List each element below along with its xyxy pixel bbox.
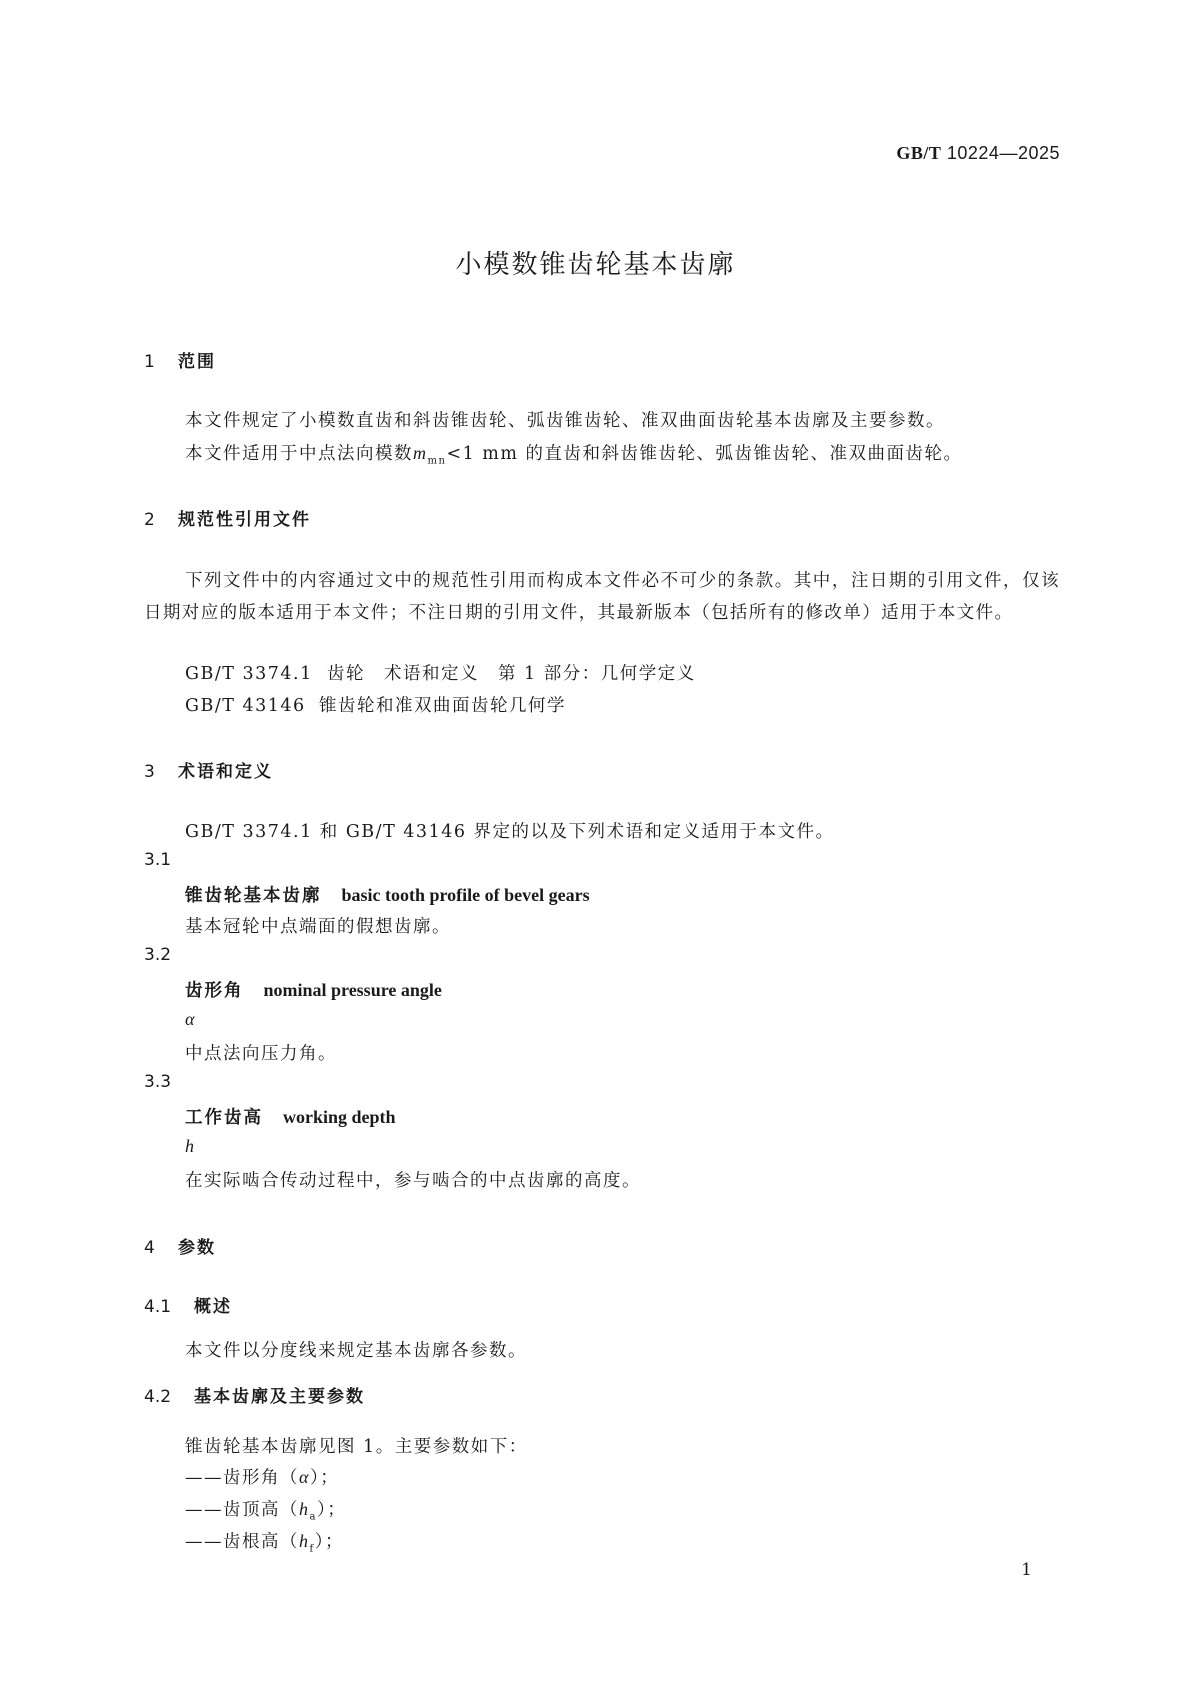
- section-3-heading: [144, 757, 273, 782]
- section-number: 1: [144, 352, 155, 372]
- section-title: 范围: [178, 352, 216, 372]
- section-number: 4: [144, 1238, 155, 1258]
- term-chinese: 齿形角: [185, 981, 244, 1001]
- parameters-intro: 锥齿轮基本齿廓见图 1。主要参数如下：: [185, 1437, 528, 1457]
- item-prefix: ——齿形角（: [185, 1468, 299, 1488]
- term-english: working depth: [283, 1107, 396, 1127]
- standard-prefix: GB/T: [896, 143, 942, 163]
- term-english: nominal pressure angle: [263, 980, 442, 1000]
- subsection-title: 概述: [194, 1297, 232, 1317]
- reference-title: 锥齿轮和准双曲面齿轮几何学: [319, 696, 566, 716]
- item-prefix: ——齿根高（: [185, 1532, 299, 1552]
- item-prefix: ——齿顶高（: [185, 1500, 299, 1520]
- standard-number: [896, 143, 1060, 164]
- section-1-heading: [144, 347, 216, 372]
- addendum-subscript: a: [309, 1511, 317, 1523]
- term-entry: [185, 1104, 396, 1129]
- terms-intro: GB/T 3374.1 和 GB/T 43146 界定的以及下列术语和定义适用于本文件。: [185, 822, 835, 842]
- term-chinese: 锥齿轮基本齿廓: [185, 886, 322, 906]
- reference-title: 齿轮 术语和定义 第 1 部分：几何学定义: [327, 664, 696, 684]
- document-title: 小模数锥齿轮基本齿廓: [455, 250, 736, 280]
- item-suffix: ）；: [309, 1468, 340, 1488]
- term-number: 3.1: [144, 850, 172, 870]
- addendum-symbol: h: [299, 1499, 310, 1519]
- term-number: 3.2: [144, 945, 172, 965]
- term-entry: [185, 882, 590, 907]
- dedendum-symbol: h: [299, 1531, 310, 1551]
- section-title: 参数: [178, 1238, 216, 1258]
- section-number: 3: [144, 762, 155, 782]
- subsection-4-1-heading: [144, 1292, 232, 1317]
- reference-code: GB/T 43146: [185, 696, 306, 716]
- term-definition: 基本冠轮中点端面的假想齿廓。: [185, 917, 451, 937]
- parameter-list-item: [185, 1528, 344, 1555]
- scope-text-post: <1 mm 的直齿和斜齿锥齿轮、弧齿锥齿轮、准双曲面齿轮。: [446, 444, 963, 464]
- scope-paragraph-1: 本文件规定了小模数直齿和斜齿锥齿轮、弧齿锥齿轮、准双曲面齿轮基本齿廓及主要参数。: [185, 411, 945, 431]
- section-number: 2: [144, 510, 155, 530]
- term-number: 3.3: [144, 1072, 172, 1092]
- section-4-heading: [144, 1233, 216, 1258]
- section-title: 术语和定义: [178, 762, 273, 782]
- normative-references-paragraph: 下列文件中的内容通过文中的规范性引用而构成本文件必不可少的条款。其中，注日期的引用文件，仅该日期对应的版本适用于本文件；不注日期的引用文件，其最新版本（包括所有的修改单）适用于本文件。: [144, 571, 1060, 623]
- section-2-heading: [144, 505, 311, 530]
- section-title: 规范性引用文件: [178, 510, 311, 530]
- overview-text: 本文件以分度线来规定基本齿廓各参数。: [185, 1341, 527, 1361]
- term-english: basic tooth profile of bevel gears: [341, 885, 590, 905]
- term-symbol: h: [185, 1136, 194, 1156]
- term-chinese: 工作齿高: [185, 1108, 263, 1128]
- subsection-number: 4.2: [144, 1387, 172, 1407]
- term-entry: [185, 977, 442, 1002]
- module-subscript: mn: [427, 455, 447, 467]
- item-suffix: ）；: [316, 1500, 347, 1520]
- parameter-list-item: [185, 1464, 339, 1489]
- term-definition: 在实际啮合传动过程中，参与啮合的中点齿廓的高度。: [185, 1171, 641, 1191]
- page-number: 1: [1021, 1560, 1032, 1580]
- module-symbol: m: [413, 443, 428, 463]
- scope-text-pre: 本文件适用于中点法向模数: [185, 444, 413, 464]
- subsection-4-2-heading: [144, 1382, 365, 1407]
- reference-item: [185, 660, 696, 685]
- term-symbol: α: [185, 1009, 195, 1029]
- term-definition: 中点法向压力角。: [185, 1044, 337, 1064]
- reference-code: GB/T 3374.1: [185, 664, 313, 684]
- dedendum-subscript: f: [309, 1543, 315, 1555]
- subsection-number: 4.1: [144, 1297, 172, 1317]
- scope-paragraph-2: [185, 440, 963, 467]
- reference-item: [185, 692, 566, 717]
- parameter-list-item: [185, 1496, 346, 1523]
- subsection-title: 基本齿廓及主要参数: [194, 1387, 365, 1407]
- item-suffix: ）；: [314, 1532, 344, 1552]
- pressure-angle-symbol: α: [299, 1467, 310, 1487]
- standard-code: 10224—2025: [946, 143, 1060, 163]
